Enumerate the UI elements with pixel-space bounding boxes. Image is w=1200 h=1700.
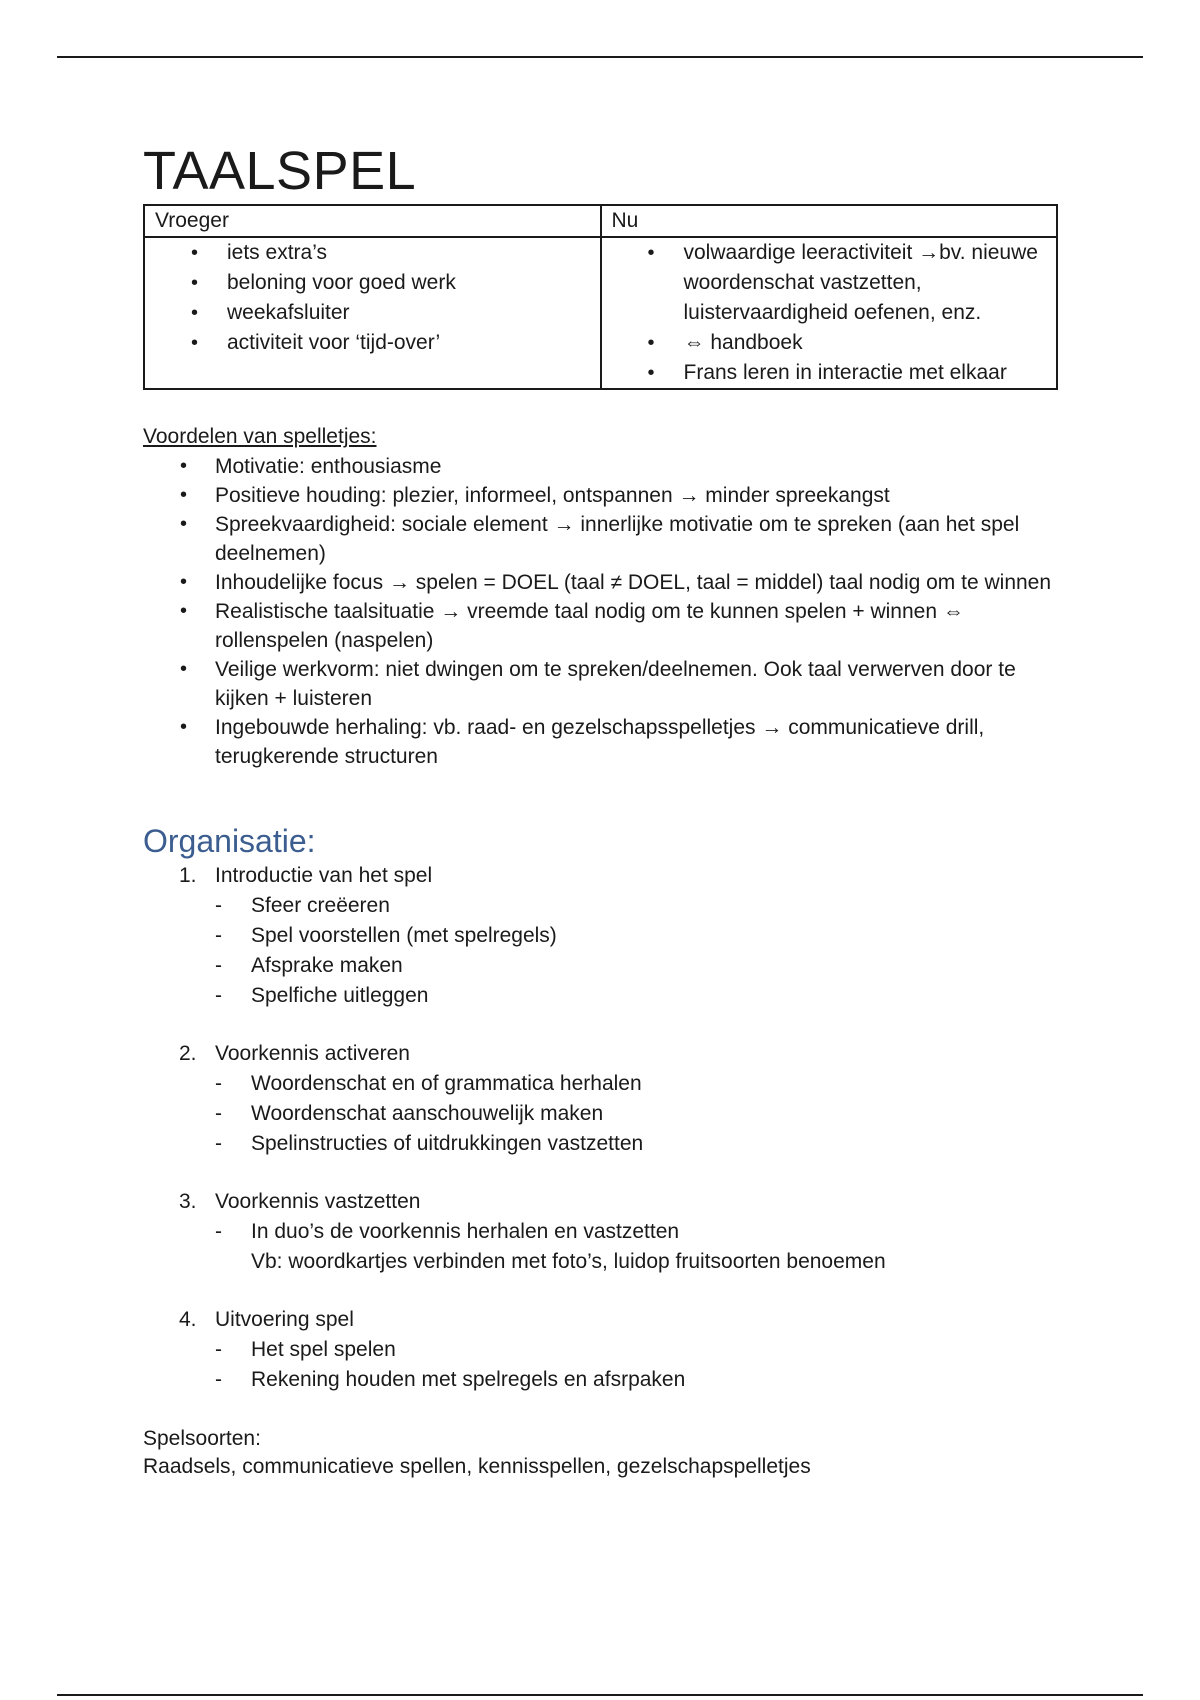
advantages-list <box>143 452 1063 771</box>
step-subitems <box>215 1217 1063 1247</box>
list-item: - Woordenschat aanschouwelijk maken <box>215 1099 1063 1129</box>
step-number: 2. <box>179 1042 197 1065</box>
step-title: Uitvoering spel <box>215 1308 354 1331</box>
bottom-rule <box>57 1694 1143 1696</box>
spelsoorten-label: Spelsoorten: <box>143 1427 261 1450</box>
step-title: Introductie van het spel <box>215 864 433 887</box>
step-title: Voorkennis vastzetten <box>215 1190 421 1213</box>
list-item: • iets extra’s <box>165 238 600 268</box>
list-item: • Motivatie: enthousiasme <box>143 452 1063 481</box>
list-item: - Spelinstructies of uitdrukkingen vastzetten <box>215 1129 1063 1159</box>
list-item: - Afsprake maken <box>215 951 1063 981</box>
list-item: • beloning voor goed werk <box>165 268 600 298</box>
step-number: 4. <box>179 1308 197 1331</box>
list-item: - Woordenschat en of grammatica herhalen <box>215 1069 1063 1099</box>
step-item <box>143 1305 1063 1395</box>
list-item: - Spelfiche uitleggen <box>215 981 1063 1011</box>
step-subitems <box>215 1069 1063 1159</box>
step-number: 1. <box>179 864 197 887</box>
spelsoorten-text: Raadsels, communicatieve spellen, kennisspellen, gezelschapspelletjes <box>143 1455 811 1478</box>
list-item: - Spel voorstellen (met spelregels) <box>215 921 1063 951</box>
step-example: Vb: woordkartjes verbinden met foto’s, luidop fruitsoorten benoemen <box>251 1250 886 1273</box>
step-item <box>143 1039 1063 1159</box>
list-item: • Positieve houding: plezier, informeel, ontspannen → minder spreekangst <box>143 481 1063 510</box>
table-row <box>144 237 1057 389</box>
list-item: • Frans leren in interactie met elkaar <box>622 358 1057 388</box>
page-title: TAALSPEL <box>143 141 417 201</box>
list-item: - Rekening houden met spelregels en afsrpaken <box>215 1365 1063 1395</box>
step-number: 3. <box>179 1190 197 1213</box>
top-rule <box>57 56 1143 58</box>
table-header-row <box>144 205 1057 237</box>
list-item: - In duo’s de voorkennis herhalen en vastzetten <box>215 1217 1063 1247</box>
table-header-nu: Nu <box>601 205 1058 237</box>
advantages-label: Voordelen van spelletjes: <box>143 425 377 448</box>
organisatie-heading: Organisatie: <box>143 823 316 859</box>
organisatie-steps <box>143 861 1063 1395</box>
list-item: - Sfeer creëeren <box>215 891 1063 921</box>
list-item: • Veilige werkvorm: niet dwingen om te spreken/deelnemen. Ook taal verwerven door te kijken + luisteren <box>143 655 1063 713</box>
step-item <box>143 1187 1063 1277</box>
document-body <box>143 140 1063 1481</box>
step-title: Voorkennis activeren <box>215 1042 410 1065</box>
list-item: • Realistische taalsituatie → vreemde taal nodig om te kunnen spelen + winnen ⇔ rollenspelen (naspelen) <box>143 597 1063 655</box>
step-item <box>143 861 1063 1011</box>
list-item: • volwaardige leeractiviteit →bv. nieuwe woordenschat vastzetten, luistervaardigheid oefenen, enz. <box>622 238 1057 328</box>
list-item: - Het spel spelen <box>215 1335 1063 1365</box>
list-item: • Spreekvaardigheid: sociale element → innerlijke motivatie om te spreken (aan het spel deelnemen) <box>143 510 1063 568</box>
list-item: • weekafsluiter <box>165 298 600 328</box>
table-header-vroeger: Vroeger <box>144 205 601 237</box>
vroeger-cell <box>144 237 601 389</box>
list-item: • Ingebouwde herhaling: vb. raad- en gezelschapsspelletjes → communicatieve drill, terugkerende structuren <box>143 713 1063 771</box>
nu-cell <box>601 237 1058 389</box>
step-subitems <box>215 891 1063 1011</box>
list-item: • ⇔ handboek <box>622 328 1057 358</box>
spelsoorten-section <box>143 1425 1063 1481</box>
list-item: • activiteit voor ‘tijd-over’ <box>165 328 600 358</box>
comparison-table <box>143 204 1058 390</box>
step-subitems <box>215 1335 1063 1395</box>
list-item: • Inhoudelijke focus → spelen = DOEL (taal ≠ DOEL, taal = middel) taal nodig om te winnen <box>143 568 1063 597</box>
